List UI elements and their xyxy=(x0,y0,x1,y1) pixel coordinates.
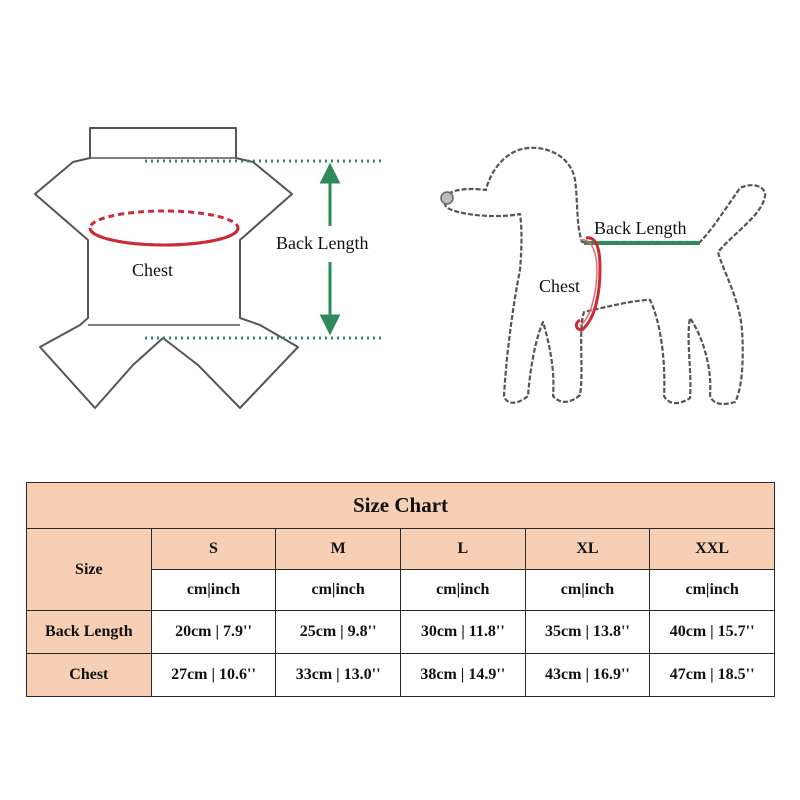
row-label-back-length: Back Length xyxy=(27,611,152,654)
value-cell: 20cm | 7.9'' xyxy=(151,611,276,654)
unit-cell-s: cm|inch xyxy=(151,570,276,611)
dog-outline xyxy=(445,148,765,404)
size-col-s: S xyxy=(151,529,276,570)
value-cell: 25cm | 9.8'' xyxy=(276,611,401,654)
size-chart-title: Size Chart xyxy=(27,483,775,529)
size-col-l: L xyxy=(400,529,525,570)
value-cell: 27cm | 10.6'' xyxy=(151,654,276,697)
value-cell: 30cm | 11.8'' xyxy=(400,611,525,654)
size-col-xl: XL xyxy=(525,529,650,570)
size-header-cell: Size xyxy=(27,529,152,611)
dog-nose-icon xyxy=(441,192,453,204)
table-row xyxy=(27,611,775,654)
table-row xyxy=(27,654,775,697)
value-cell: 43cm | 16.9'' xyxy=(525,654,650,697)
row-label-chest: Chest xyxy=(27,654,152,697)
value-cell: 33cm | 13.0'' xyxy=(276,654,401,697)
dog-back-length-label: Back Length xyxy=(594,218,687,238)
garment-back-length-label: Back Length xyxy=(276,233,369,253)
unit-cell-m: cm|inch xyxy=(276,570,401,611)
dog-chest-label: Chest xyxy=(539,276,581,296)
value-cell: 40cm | 15.7'' xyxy=(650,611,775,654)
unit-cell-xxl: cm|inch xyxy=(650,570,775,611)
size-col-xxl: XXL xyxy=(650,529,775,570)
value-cell: 47cm | 18.5'' xyxy=(650,654,775,697)
garment-chest-label: Chest xyxy=(132,260,174,280)
value-cell: 38cm | 14.9'' xyxy=(400,654,525,697)
value-cell: 35cm | 13.8'' xyxy=(525,611,650,654)
unit-cell-l: cm|inch xyxy=(400,570,525,611)
unit-cell-xl: cm|inch xyxy=(525,570,650,611)
size-chart-table xyxy=(26,482,775,697)
size-col-m: M xyxy=(276,529,401,570)
